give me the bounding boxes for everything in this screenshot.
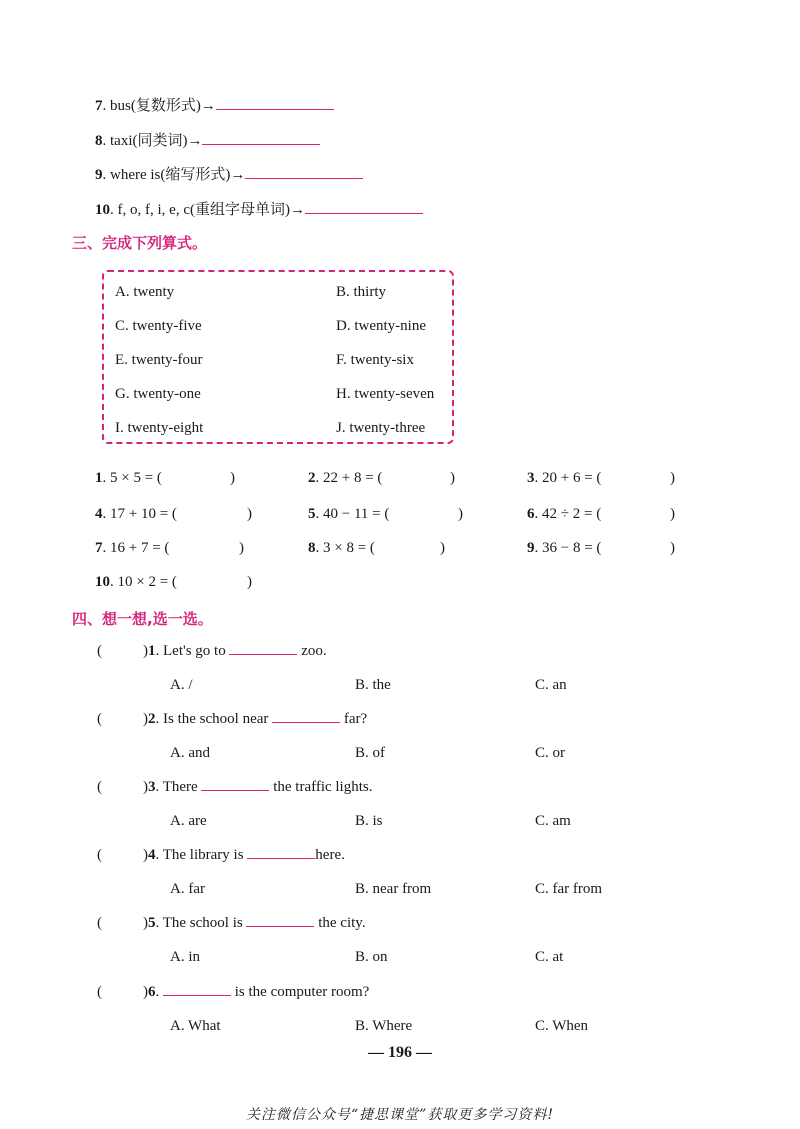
item-number: 9 [95,167,103,183]
option-d: D. twenty-nine [336,318,426,334]
page-number: — 196 — [368,1044,432,1061]
answer-paren-open[interactable]: ( [97,847,102,863]
equation-6 [527,506,601,523]
option-i: I. twenty-eight [115,420,204,436]
equation-text: . 40 − 11 = ( [315,506,390,522]
equation-7 [95,540,169,557]
answer-blank[interactable] [229,654,297,655]
equation-number: 1 [95,470,103,486]
section3-heading: 三、完成下列算式。 [72,234,208,252]
equation-1 [95,470,162,487]
question-number: 1 [148,643,156,659]
question-4 [143,847,345,864]
option-c: C. twenty-five [115,318,202,334]
answer-blank[interactable] [163,995,231,996]
equation-number: 2 [308,470,316,486]
question-text: . [155,984,160,1000]
question-2 [143,711,367,728]
option-g: G. twenty-one [115,386,201,402]
equation-text: . 20 + 6 = ( [534,470,602,486]
answer-paren-open[interactable]: ( [97,915,102,931]
equation-text: . 10 × 2 = ( [110,574,177,590]
question-text: . Let's go to [155,643,226,659]
answer-paren-close[interactable]: ) [440,540,445,556]
equation-number: 10 [95,574,110,590]
equation-text: . 16 + 7 = ( [102,540,170,556]
question-3 [143,779,372,796]
choice-b[interactable]: B. of [355,745,385,761]
question-number: 6 [148,984,156,1000]
choice-b[interactable]: B. near from [355,881,432,897]
answer-paren-close[interactable]: ) [670,506,675,522]
equation-text: . 42 ÷ 2 = ( [534,506,602,522]
choice-c[interactable]: C. far from [535,881,603,897]
choice-a[interactable]: A. in [170,949,200,965]
question-text: the city. [318,915,366,931]
equation-3 [527,470,601,487]
option-f: F. twenty-six [336,352,414,368]
answer-paren-close[interactable]: ) [670,470,675,486]
fill-item-8 [95,129,320,150]
answer-paren-close[interactable]: ) [143,711,148,727]
item-number: 8 [95,133,103,149]
answer-blank[interactable] [216,109,334,110]
question-text: . The school is [155,915,243,931]
question-text: zoo. [301,643,327,659]
choice-a[interactable]: A. far [170,881,205,897]
item-number: 10 [95,202,110,218]
choice-b[interactable]: B. is [355,813,383,829]
equation-text: . 36 − 8 = ( [534,540,602,556]
question-text: . The library is [155,847,244,863]
answer-blank[interactable] [247,858,315,859]
fill-item-9 [95,163,363,184]
question-number: 5 [148,915,156,931]
option-j: J. twenty-three [336,420,426,436]
answer-blank[interactable] [201,790,269,791]
answer-paren-close[interactable]: ) [143,779,148,795]
answer-paren-open[interactable]: ( [97,643,102,659]
option-a: A. twenty [115,284,175,300]
answer-paren-close[interactable]: ) [143,847,148,863]
choice-b[interactable]: B. Where [355,1018,413,1034]
fill-item-10 [95,198,423,219]
question-1 [143,643,327,660]
question-5 [143,915,366,932]
equation-number: 5 [308,506,316,522]
equation-text: . 17 + 10 = ( [102,506,177,522]
answer-paren-close[interactable]: ) [239,540,244,556]
option-h: H. twenty-seven [336,386,435,402]
question-6 [143,984,369,1001]
choice-b[interactable]: B. the [355,677,391,693]
answer-blank[interactable] [246,926,314,927]
choice-a[interactable]: A. / [170,677,193,693]
question-number: 2 [148,711,156,727]
answer-blank[interactable] [202,144,320,145]
choice-c[interactable]: C. am [535,813,571,829]
answer-paren-close[interactable]: ) [230,470,235,486]
answer-blank[interactable] [245,178,363,179]
question-text: here. [315,847,345,863]
option-e: E. twenty-four [115,352,203,368]
footer-note: 关注微信公众号“捷思课堂”获取更多学习资料! [246,1107,554,1123]
item-number: 7 [95,98,103,114]
choice-c[interactable]: C. at [535,949,564,965]
choice-c[interactable]: C. When [535,1018,589,1034]
question-text: far? [343,711,368,727]
answer-blank[interactable] [272,722,340,723]
question-number: 4 [148,847,156,863]
equation-8 [308,540,375,557]
answer-paren-close[interactable]: ) [458,506,463,522]
equation-5 [308,506,389,523]
answer-paren-close[interactable]: ) [670,540,675,556]
answer-paren-close[interactable]: ) [247,574,252,590]
equation-4 [95,506,177,523]
equation-2 [308,470,382,487]
fill-item-7 [95,94,334,115]
answer-paren-close[interactable]: ) [143,915,148,931]
answer-paren-close[interactable]: ) [247,506,252,522]
answer-paren-open[interactable]: ( [97,711,102,727]
item-text: . taxi(同类词)→ [102,133,203,149]
question-text: . There [155,779,198,795]
answer-paren-close[interactable]: ) [143,643,148,659]
choice-a[interactable]: A. and [170,745,210,761]
item-text: . where is(缩写形式)→ [102,167,246,183]
choice-c[interactable]: C. or [535,745,565,761]
equation-number: 9 [527,540,535,556]
answer-paren-close[interactable]: ) [143,984,148,1000]
equation-9 [527,540,601,557]
question-text: . Is the school near [155,711,269,727]
question-text: is the computer room? [234,984,370,1000]
equation-number: 6 [527,506,535,522]
section4-heading: 四、想一想,选一选。 [72,610,213,628]
equation-number: 7 [95,540,103,556]
choice-a[interactable]: A. are [170,813,207,829]
option-b: B. thirty [336,284,387,300]
choice-a[interactable]: A. What [170,1018,221,1034]
equation-number: 8 [308,540,316,556]
answer-paren-open[interactable]: ( [97,779,102,795]
equation-number: 3 [527,470,535,486]
question-text: the traffic lights. [273,779,373,795]
choice-c[interactable]: C. an [535,677,567,693]
equation-10 [95,574,177,591]
item-text: . bus(复数形式)→ [102,98,216,114]
equation-text: . 22 + 8 = ( [315,470,383,486]
answer-paren-open[interactable]: ( [97,984,102,1000]
question-number: 3 [148,779,156,795]
choice-b[interactable]: B. on [355,949,388,965]
answer-blank[interactable] [305,213,423,214]
equation-number: 4 [95,506,103,522]
answer-paren-close[interactable]: ) [450,470,455,486]
item-text: . f, o, f, i, e, c(重组字母单词)→ [110,202,305,218]
equation-text: . 3 × 8 = ( [315,540,375,556]
equation-text: . 5 × 5 = ( [102,470,162,486]
